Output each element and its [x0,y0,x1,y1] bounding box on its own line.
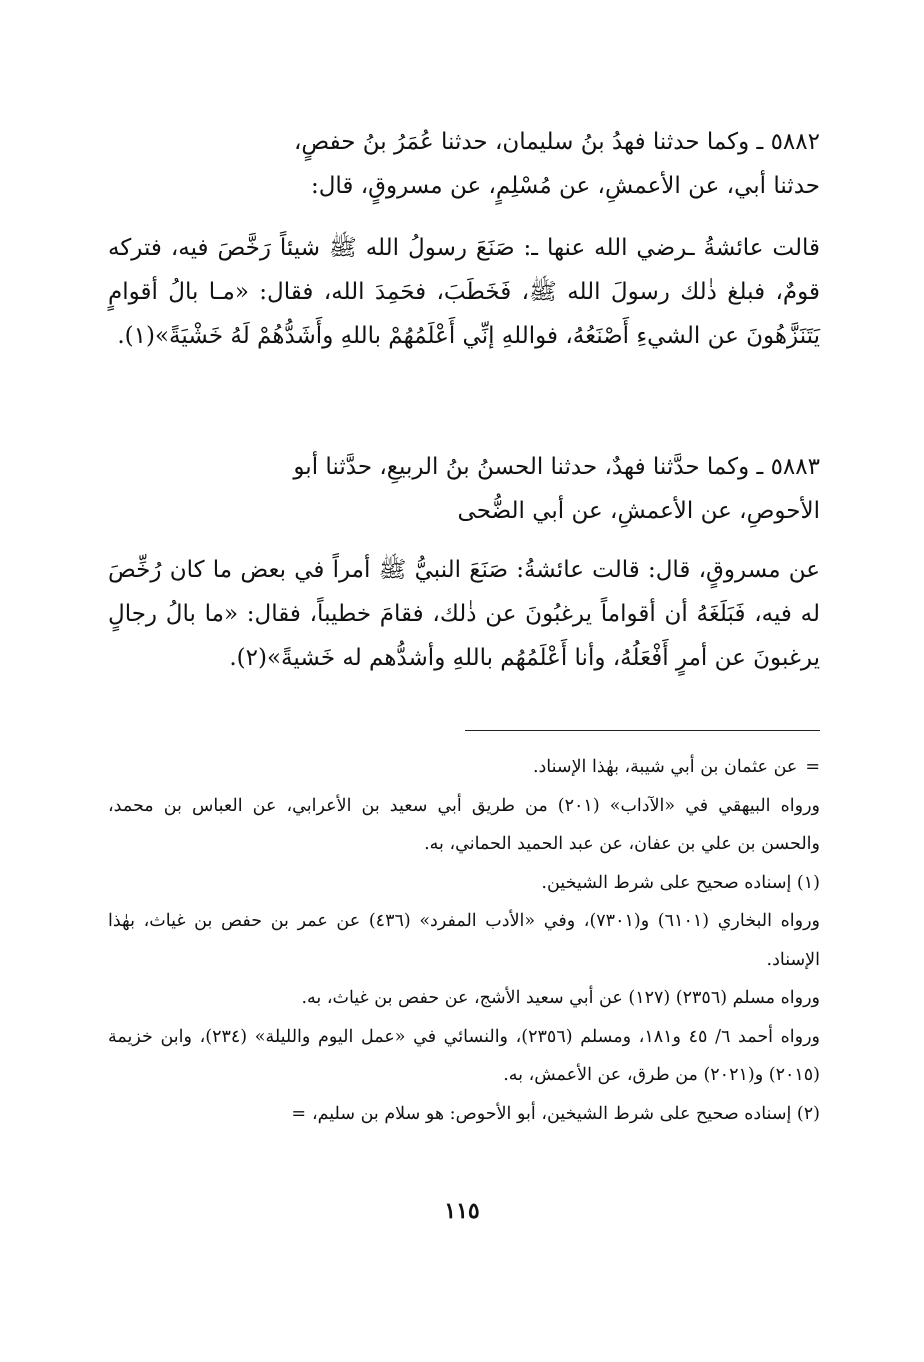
hadith-5882-matn-block [108,226,820,358]
footnote-separator [465,730,820,731]
footnote-item: (١) إسناده صحيح على شرط الشيخين. [541,872,820,893]
hadith-5883-matn-block [108,548,820,680]
hadith-5883-isnad-line2: الأحوصِ، عن الأعمشِ، عن أبي الضُّحى [457,498,820,524]
hadith-5882-isnad-line1: ٥٨٨٢ ـ وكما حدثنا فهدُ بنُ سليمان، حدثنا عُمَرُ بنُ حفصٍ، [293,129,820,155]
hadith-5883-isnad [108,445,820,533]
hadith-5883-matn: عن مسروقٍ، قال: قالت عائشةُ: صَنَعَ النبيُّ ﷺ أمراً في بعض ما كان رُخِّصَ له فيه، فَبَلَغَهُ أن أقواماً يرغبُونَ عن ذٰلك، فقامَ خطيباً، فقال: «ما بالُ رجالٍ يرغبونَ عن أمرٍ أَفْعَلُهُ، وأنا أَعْلَمُهُم باللهِ وأشدُّهم له خَشيةً»(٢). [108,557,820,671]
continuation-mark-start: = [805,757,820,777]
hadith-5883-isnad-line1: ٥٨٨٣ ـ وكما حدَّثنا فهدٌ، حدثنا الحسنُ بنُ الربيعِ، حدَّثنا أبو [293,454,820,480]
footnote-item: (٢) إسناده صحيح على شرط الشيخين، أبو الأحوص: هو سلام بن سليم،= [291,1103,820,1124]
footnote-item: ورواه البيهقي في «الآداب» (٢٠١) من طريق أبي سعيد بن الأعرابي، عن العباس بن محمد، والحسن بن علي بن عفان، عن عبد الحميد الحماني، به. [108,795,820,854]
footnote-item: ورواه أحمد ٦/ ٤٥ و١٨١، ومسلم (٢٣٥٦)، والنسائي في «عمل اليوم والليلة» (٢٣٤)، وابن خزيمة (٢٠١٥) و(٢٠٢١) من طرق، عن الأعمش، به. [108,1026,821,1085]
footnote-item: ورواه البخاري (٦١٠١) و(٧٣٠١)، وفي «الأدب المفرد» (٤٣٦) عن عمر بن حفص بن غياث، بهٰذا الإسناد. [108,911,820,970]
footnotes [108,748,820,1133]
continuation-mark-end: = [291,1103,306,1124]
footnote-item: =عن عثمان بن أبي شيبة، بهٰذا الإسناد. [532,757,820,777]
hadith-5882-isnad [108,120,820,208]
hadith-5882-isnad-line2: حدثنا أبي، عن الأعمشِ، عن مُسْلِمٍ، عن مسروقٍ، قال: [310,173,820,199]
page-number: ١١٥ [444,1198,480,1224]
footnote-item: ورواه مسلم (٢٣٥٦) (١٢٧) عن أبي سعيد الأشج، عن حفص بن غياث، به. [301,988,820,1008]
hadith-5882-matn: قالت عائشةُ ـرضي الله عنها ـ: صَنَعَ رسولُ الله ﷺ شيئاً رَخَّصَ فيه، فتركه قومٌ، فبلغ ذٰلك رسولَ الله ﷺ، فَخَطَبَ، فحَمِدَ الله، فقال: «مـا بالُ أقوامٍ يَتَنَزَّهُونَ عن الشيءِ أَصْنَعُهُ، فواللهِ إنِّي أَعْلَمُهُمْ باللهِ وأَشَدُّهُمْ لَهُ خَشْيَةً»(١). [108,235,820,349]
